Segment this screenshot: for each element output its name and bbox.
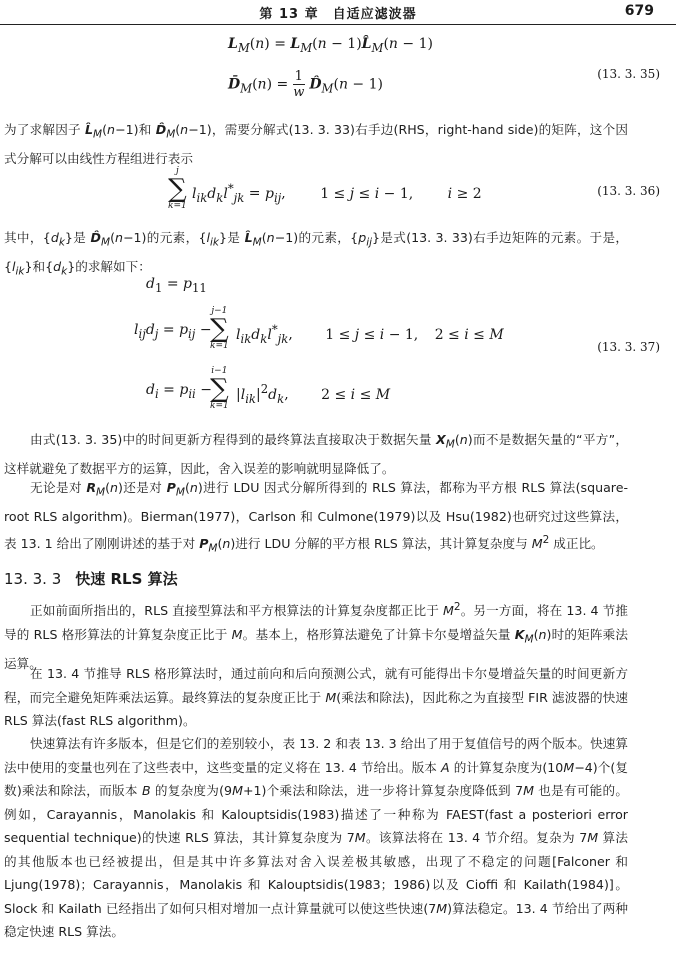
eq-13-3-37-line3-rhs: $|l_{ik}|^2d_k$, 2 ≤ i ≤ M (236, 382, 391, 406)
paragraph-1: 为了求解因子 $L̂_M(n-1)$和 $D̂_M(n-1)$，需要分解式(13. 3. 33)右手边(RHS，right-hand side)的矩阵，这个因式分解可以由线性方程组进行表示 (4, 122, 629, 167)
section-number: 13. 3. 3 (4, 570, 62, 588)
paragraph-4: 无论是对 $R_M(n)$还是对 $P_M(n)$进行 LDU 因式分解所得到的 RLS 算法，都称为平方根 RLS 算法(square-root RLS algorithm)。Bierman(1977)，Carlson 和 Culmone(1979)以及 Hsu(1982)也研究过这些算法，表 13. 1 给出了刚刚讲述的基于对 $P_M(n)$进行 LDU 分解的平方根 RLS 算法，其计算复杂度与 $M^2$ 成正比。 (4, 480, 628, 555)
section-title: 快速 RLS 算法 (75, 570, 178, 588)
eq-13-3-37-sum-2: i−1 ∑ k=1 (210, 366, 229, 411)
paragraph-2: 其中，$\{d_k\}$是 $D̂_M(n-1)$的元素，$\{l_{ik}\}$是 $L̂_M(n-1)$的元素，$\{p_{ij}\}$是式(13. 3. 33)右手边矩阵的元素。于是，$\{l_{ik}\}$和$\{d_k\}$的求解如下： (4, 230, 628, 278)
eq-13-3-35-line2: $D̄_M(n)$ = $\frac{1}{w}$ $D̂_M(n - 1)$ (228, 69, 383, 100)
paragraph-7: 快速算法有许多版本，但是它们的差别较小，表 13. 2 和表 13. 3 给出了用于复值信号的两个版本。快速算法中使用的变量也列在了这些表中，这些变量的定义将在 13. 4 节给出。版本 A 的计算复杂度为(10M−4)个(复数)乘法和除法，而版本 B 的复杂度为(9M+1)个乘法和除法，进一步将计算复杂度降低到 7M 也是有可能的。例如，Carayannis，Manolakis 和 Kalouptsidis(1983)描述了一种称为 FAEST(fast a posteriori error sequential technique)的快速 RLS 算法，其计算复杂度为 7M。该算法将在 13. 4 节介绍。复杂为 7M 算法的其他版本也已经被提出，但是其中许多算法对舍入误差极其敏感，出现了不稳定的问题[Falconer 和 Ljung(1978)；Carayannis，Manolakis 和 Kalouptsidis(1983；1986)以及 Cioffi 和 Kailath(1984)]。Slock 和 Kailath 已经指出了如何只相对增加一点计算量就可以使这些快速(7M)算法稳定。13. 4 节给出了两种稳定快速 RLS 算法。 (4, 736, 628, 939)
eq-13-3-37-line2-rhs: $l_{ik}d_kl^*_{jk}$, 1 ≤ j ≤ i − 1, 2 ≤ i ≤ M (236, 322, 504, 346)
eq-13-3-36: $l_{ik}d_kl^*_{jk} = p_{ij}$, 1 ≤ j ≤ i − 1, i ≥ 2 (192, 181, 482, 205)
page-number: 679 (624, 3, 654, 19)
paragraph-5: 正如前面所指出的，RLS 直接型算法和平方根算法的计算复杂度都正比于 $M^2$。另一方面，将在 13. 4 节推导的 RLS 格形算法的计算复杂度正比于 M。基本上，格形算法避免了计算卡尔曼增益矢量 $K_M(n)$时的矩阵乘法运算。 (4, 601, 628, 671)
paragraph-6: 在 13. 4 节推导 RLS 格形算法时，通过前向和后向预测公式，就有可能得出卡尔曼增益矢量的时间更新方程，而完全避免矩阵乘法运算。最终算法的复杂度正比于 M(乘法和除法)，因此称之为直接型 FIR 滤波器的快速 RLS 算法(fast RLS algorithm)。 (4, 666, 628, 728)
section-heading (4, 568, 178, 589)
eq-13-3-37-number: (13. 3. 37) (597, 340, 660, 354)
eq-13-3-35-number: (13. 3. 35) (597, 67, 660, 81)
eq-13-3-36-sum-symbol: j ∑ k=1 (168, 166, 187, 211)
eq-13-3-37-sum-1: j−1 ∑ k=1 (210, 306, 229, 351)
eq-13-3-37-line1: $d_1 = p_{11}$ (146, 276, 207, 295)
chapter-title: 第 13 章 自适应滤波器 (259, 7, 417, 22)
eq-13-3-35-line1: $L_M(n) = L_M(n$ − $1)L̂_M(n - 1)$ (228, 36, 433, 55)
eq-13-3-37-line2-lhs: $l_{ij}d_j = p_{ij}$ − (134, 322, 212, 341)
eq-13-3-37-line3-lhs: $d_i = p_{ii}$ − (146, 382, 212, 401)
page-header (0, 0, 676, 25)
paragraph-3: 由式(13. 3. 35)中的时间更新方程得到的最终算法直接取决于数据矢量 $X_M(n)$而不是数据矢量的“平方”，这样就避免了数据平方的运算，因此，舍入误差的影响就明显降低了。 (4, 432, 628, 477)
eq-13-3-36-number: (13. 3. 36) (597, 184, 660, 198)
